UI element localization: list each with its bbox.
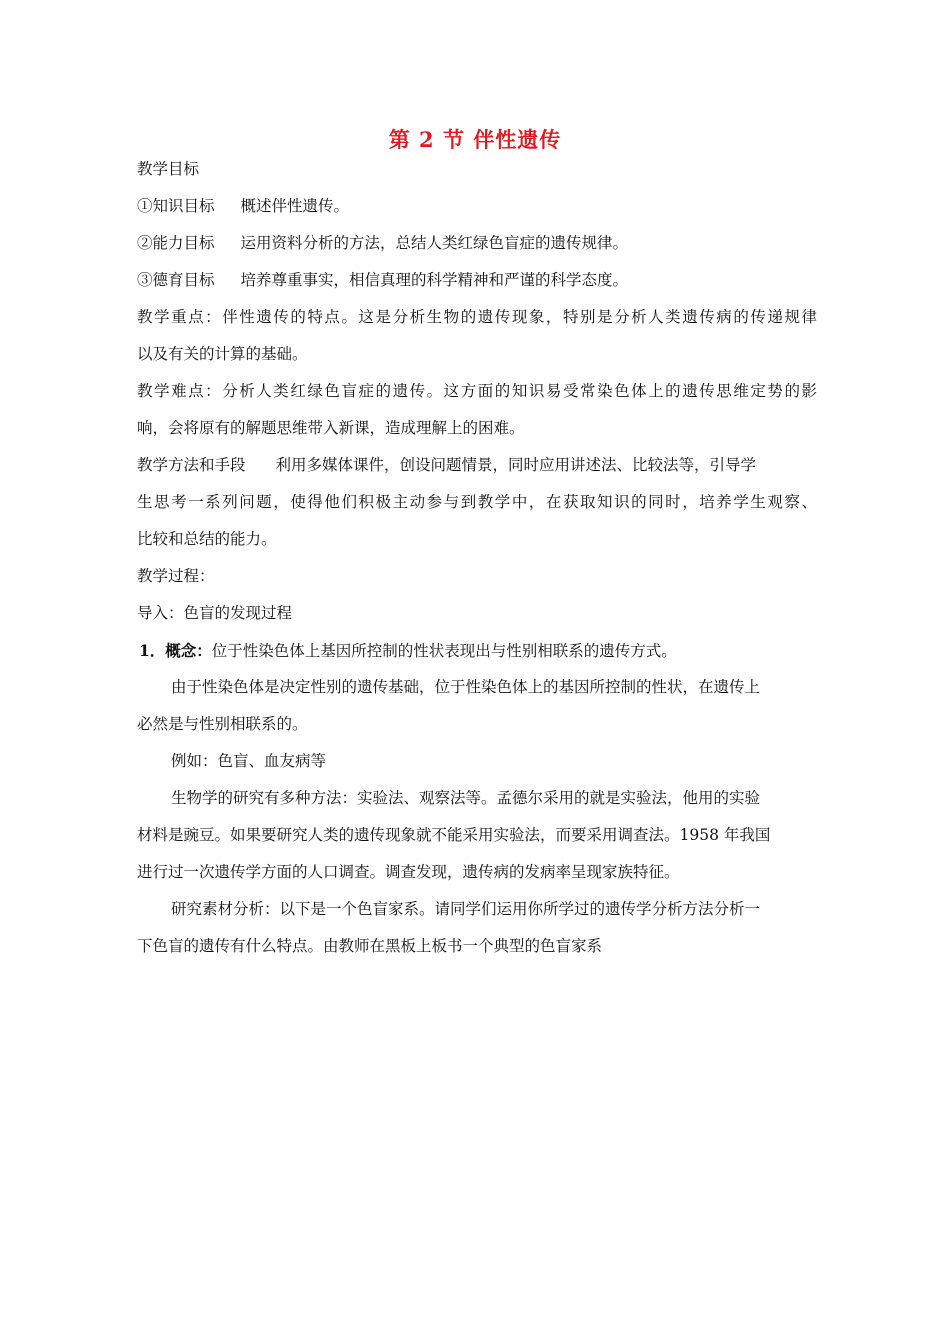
paragraph-1-line-1: 由于性染色体是决定性别的遗传基础，位于性染色体上的基因所控制的性状，在遗传上 <box>171 678 761 696</box>
objective-knowledge <box>137 188 817 225</box>
method-line-3: 比较和总结的能力。 <box>137 530 277 548</box>
keypoint-line-1: 教学重点：伴性遗传的特点。这是分析生物的遗传现象，特别是分析人类遗传病的传递规律 <box>137 308 817 326</box>
objective-label: ③德育目标 <box>137 271 215 289</box>
objectives-heading: 教学目标 <box>137 160 200 178</box>
objective-text: 培养尊重事实，相信真理的科学精神和严谨的科学态度。 <box>240 271 629 289</box>
paragraph-3-line-1: 研究素材分析：以下是一个色盲家系。请同学们运用你所学过的遗传学分析方法分析一 <box>171 900 761 918</box>
paragraph-2-line-3: 进行过一次遗传学方面的人口调查。调查发现，遗传病的发病率呈现家族特征。 <box>137 863 680 881</box>
keypoint-line-2: 以及有关的计算的基础。 <box>137 345 308 363</box>
objective-moral <box>137 262 817 299</box>
objective-label: ①知识目标 <box>137 197 215 215</box>
method-line-2: 生思考一系列问题，使得他们积极主动参与到教学中，在获取知识的同时，培养学生观察、 <box>137 493 817 511</box>
concept-definition <box>137 632 817 669</box>
example-line: 例如：色盲、血友病等 <box>171 752 327 770</box>
method-line-1 <box>137 447 817 484</box>
difficulty-line-2: 响，会将原有的解题思维带入新课，造成理解上的困难。 <box>137 419 525 437</box>
method-label: 教学方法和手段 <box>137 456 246 474</box>
objective-text: 概述伴性遗传。 <box>240 197 350 215</box>
page-title: 第 2 节 伴性遗传 <box>388 127 562 152</box>
paragraph-2-line-2: 材料是豌豆。如果要研究人类的遗传现象就不能采用实验法，而要采用调查法。1958 年我国 <box>137 826 771 844</box>
intro-line: 导入：色盲的发现过程 <box>137 604 293 622</box>
document-body <box>137 151 817 965</box>
objective-text: 运用资料分析的方法，总结人类红绿色盲症的遗传规律。 <box>240 234 629 252</box>
objective-ability <box>137 225 817 262</box>
paragraph-3-line-2: 下色盲的遗传有什么特点。由教师在黑板上板书一个典型的色盲家系 <box>137 937 603 955</box>
method-text: 利用多媒体课件，创设问题情景，同时应用讲述法、比较法等，引导学 <box>275 456 757 474</box>
process-heading: 教学过程： <box>137 567 215 585</box>
concept-label: 1．概念： <box>139 641 212 660</box>
paragraph-1-line-2: 必然是与性别相联系的。 <box>137 715 308 733</box>
concept-text: 位于性染色体上基因所控制的性状表现出与性别相联系的遗传方式。 <box>211 642 677 660</box>
difficulty-line-1: 教学难点：分析人类红绿色盲症的遗传。这方面的知识易受常染色体上的遗传思维定势的影 <box>137 382 817 400</box>
paragraph-2-line-1: 生物学的研究有多种方法：实验法、观察法等。孟德尔采用的就是实验法，他用的实验 <box>171 789 761 807</box>
objective-label: ②能力目标 <box>137 234 215 252</box>
